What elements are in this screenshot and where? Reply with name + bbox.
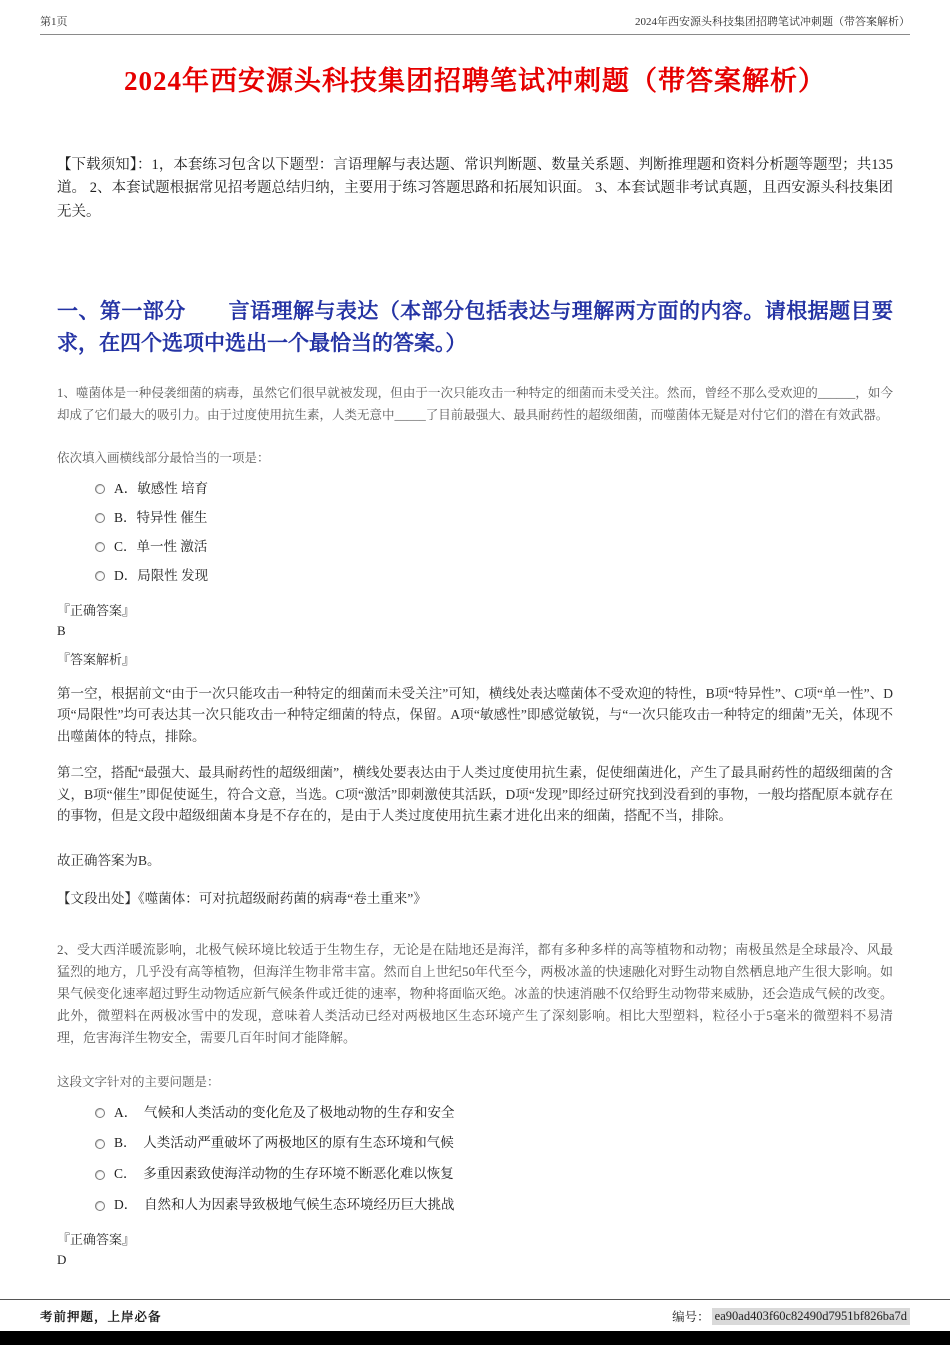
- radio-icon[interactable]: [95, 542, 105, 552]
- radio-icon[interactable]: [95, 571, 105, 581]
- option-row-a[interactable]: [95, 480, 893, 499]
- header-page-number: 第1页: [40, 16, 68, 28]
- question-1-prompt: 依次填入画横线部分最恰当的一项是：: [57, 450, 270, 465]
- option-row-c[interactable]: [95, 538, 893, 557]
- source-line: 【文段出处】《噬菌体：可对抗超级耐药菌的病毒“卷土重来”》: [57, 891, 427, 907]
- option-label-b: B．特异性 催生: [114, 509, 208, 525]
- footer-code-label: 编号：: [672, 1310, 710, 1324]
- bottom-bar: [0, 1331, 950, 1345]
- running-header: [0, 0, 950, 32]
- option-label-c: C． 多重因素致使海洋动物的生存环境不断恶化难以恢复: [114, 1166, 454, 1182]
- analysis-paragraph-2: 第二空，搭配“最强大、最具耐药性的超级细菌”，横线处要表达由于人类过度使用抗生素，促使细菌进化，产生了最具耐药性的超级细菌的含义，B项“催生”即促使诞生，符合文意，当选。C项“激活”即刺激使其活跃，D项“发现”即经过研究找到没看到的事物，一般均搭配原本就存在的事物，但是文段中超级细菌本身是不存在的，是由于人类过度使用抗生素才进化出来的细菌，搭配不当，排除。: [57, 765, 893, 824]
- option-label-d: D．局限性 发现: [114, 567, 209, 583]
- question-2-prompt: 这段文字针对的主要问题是：: [57, 1074, 220, 1089]
- header-doc-title: 2024年西安源头科技集团招聘笔试冲刺题（带答案解析）: [635, 16, 910, 28]
- radio-icon[interactable]: [95, 484, 105, 494]
- radio-icon[interactable]: [95, 513, 105, 523]
- option-label-b: B． 人类活动严重破坏了两极地区的原有生态环境和气候: [114, 1135, 454, 1151]
- question-2: [57, 939, 893, 1268]
- option-row-b[interactable]: [95, 1134, 893, 1153]
- option-row-d[interactable]: [95, 567, 893, 586]
- radio-icon[interactable]: [95, 1108, 105, 1118]
- header-divider: [40, 34, 910, 35]
- option-label-a: A．敏感性 培育: [114, 480, 209, 496]
- option-label-d: D． 自然和人为因素导致极地气候生态环境经历巨大挑战: [114, 1197, 455, 1213]
- option-row-d[interactable]: [95, 1196, 893, 1215]
- radio-icon[interactable]: [95, 1201, 105, 1211]
- running-footer: [0, 1299, 950, 1331]
- option-label-c: C．单一性 激活: [114, 538, 208, 554]
- page-title: 2024年西安源头科技集团招聘笔试冲刺题（带答案解析）: [124, 66, 826, 96]
- question-2-stem: 2、受大西洋暖流影响，北极气候环境比较适于生物生存，无论是在陆地还是海洋，都有多种多样的高等植物和动物；南极虽然是全球最冷、风最猛烈的地方，几乎没有高等植物，但海洋生物非常丰富。然而自上世纪50年代至今，两极冰盖的快速融化对野生动物自然栖息地产生很大影响。如果气候变化速率超过野生动物适应新气候条件或迁徙的速率，物种将面临灭绝。冰盖的快速消融不仅给野生动物带来威胁，还会造成气候的改变。此外，微塑料在两极冰雪中的发现，意味着人类活动已经对两极地区生态环境产生了深刻影响。相比大型塑料，粒径小于5毫米的微塑料不易清理，危害海洋生物安全，需要几百年时间才能降解。: [57, 942, 893, 1046]
- option-row-c[interactable]: [95, 1165, 893, 1184]
- option-label-a: A． 气候和人类活动的变化危及了极地动物的生存和安全: [114, 1104, 455, 1120]
- document-body: [0, 154, 950, 1268]
- correct-answer-value: B: [57, 622, 66, 638]
- footer-code-value: ea90ad403f60c82490d7951bf826ba7d: [712, 1308, 910, 1325]
- correct-answer-label: 『正确答案』: [57, 1232, 136, 1248]
- option-row-a[interactable]: [95, 1104, 893, 1123]
- option-row-b[interactable]: [95, 509, 893, 528]
- question-2-options: [95, 1104, 893, 1216]
- question-1: [57, 383, 893, 907]
- analysis-paragraph-1: 第一空，根据前文“由于一次只能攻击一种特定的细菌而未受关注”可知，横线处表达噬菌体不受欢迎的特性，B项“特异性”、C项“单一性”、D项“局限性”均可表达其一次只能攻击一种特定细菌的特点，保留。A项“敏感性”即感觉敏锐，与“一次只能攻击一种特定的细菌”无关，体现不出噬菌体的特点，排除。: [57, 685, 893, 744]
- radio-icon[interactable]: [95, 1139, 105, 1149]
- footer-slogan: 考前押题，上岸必备: [40, 1310, 162, 1324]
- footer-code-group: [672, 1307, 910, 1325]
- correct-answer-label: 『正确答案』: [57, 602, 136, 618]
- section-heading: 一、第一部分 言语理解与表达（本部分包括表达与理解两方面的内容。请根据题目要求，在四个选项中选出一个最恰当的答案。）: [57, 299, 893, 355]
- download-notice: 【下载须知】：1，本套练习包含以下题型：言语理解与表达题、常识判断题、数量关系题、判断推理题和资料分析题等题型；共135道。 2、本套试题根据常见招考题总结归纳，主要用于练习答题思路和拓展知识面。 3、本套试题非考试真题，且西安源头科技集团无关。: [57, 157, 893, 220]
- question-1-stem: 1、噬菌体是一种侵袭细菌的病毒，虽然它们很早就被发现，但由于一次只能攻击一种特定的细菌而未受关注。然而，曾经不那么受欢迎的______，如今却成了它们最大的吸引力。由于过度使用抗生素，人类无意中_____了目前最强大、最具耐药性的超级细菌，而噬菌体无疑是对付它们的潜在有效武器。: [57, 386, 893, 422]
- radio-icon[interactable]: [95, 1170, 105, 1180]
- question-1-options: [95, 480, 893, 586]
- correct-answer-value: D: [57, 1252, 67, 1268]
- analysis-label: 『答案解析』: [57, 651, 136, 667]
- conclusion-line: 故正确答案为B。: [57, 853, 161, 869]
